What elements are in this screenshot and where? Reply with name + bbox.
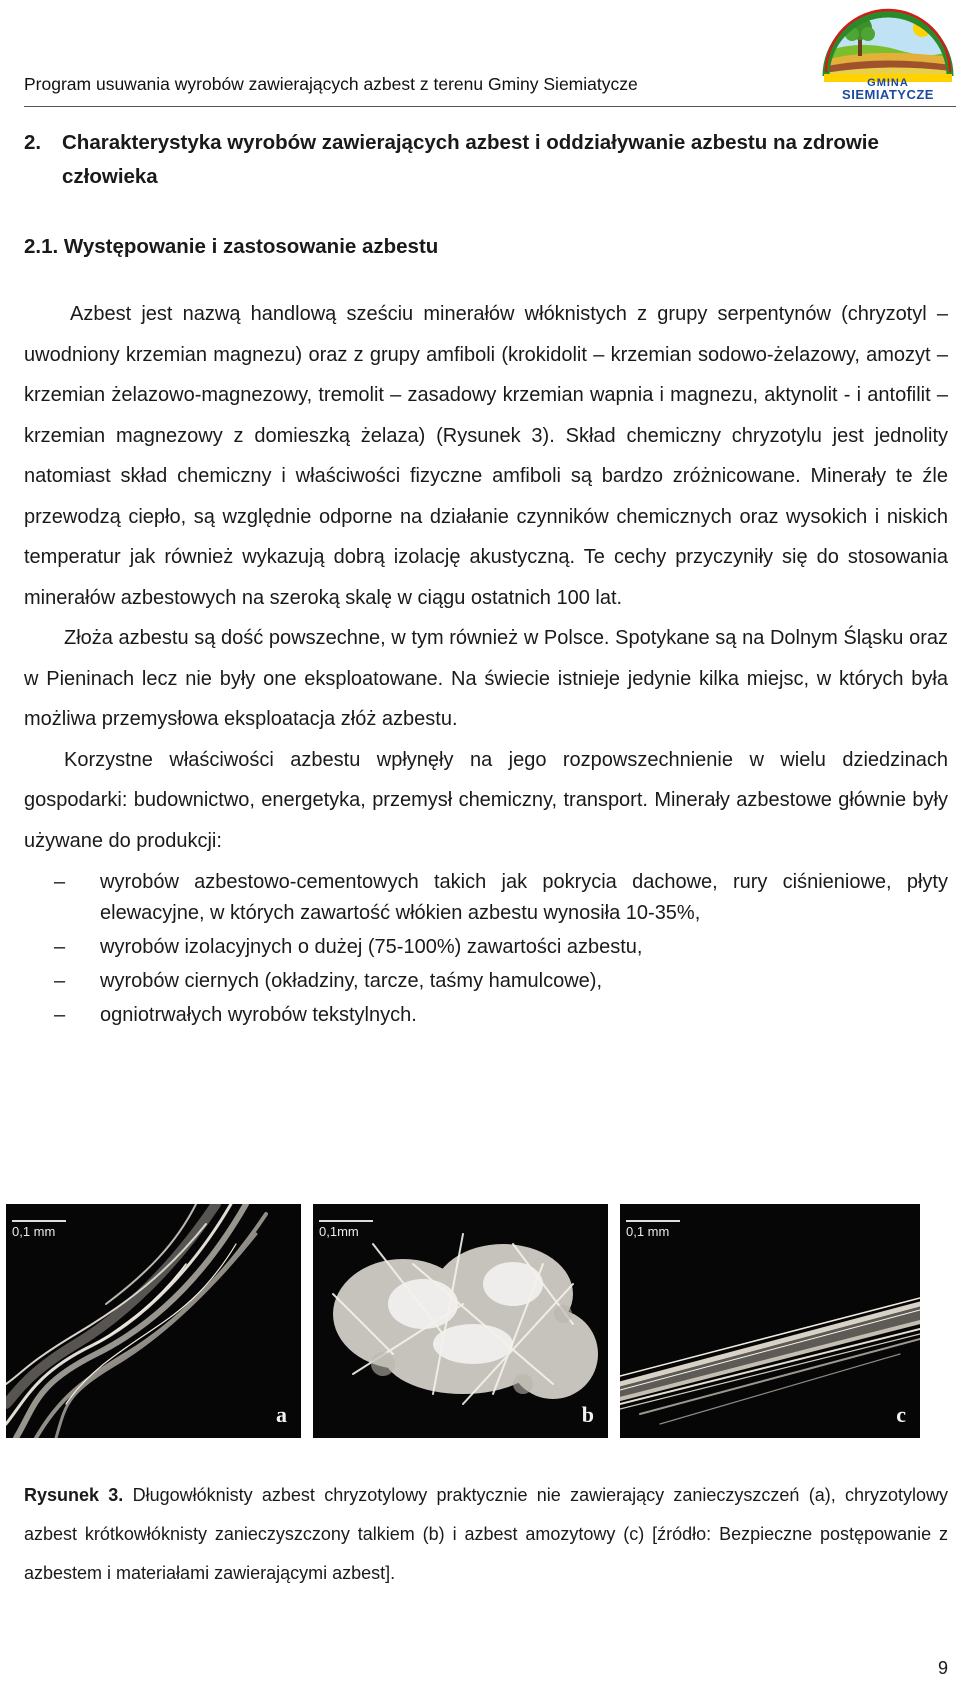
photo-amosite: [620, 1204, 920, 1438]
subsection-heading: 2.1. Występowanie i zastosowanie azbestu: [24, 235, 439, 258]
caption-text: Długowłóknisty azbest chryzotylowy praktycznie nie zawierający zanieczyszczeń (a), chryzotylowy azbest krótkowłóknisty zanieczyszczony talkiem (b) i azbest amozytowy (c) [źródło: Bezpieczne postępowanie z azbestem i materiałami zawierającymi azbest].: [24, 1485, 948, 1583]
paragraph-deposits: Złoża azbestu są dość powszechne, w tym również w Polsce. Spotykane są na Dolnym Śląsku oraz w Pieninach lecz nie były one eksploatowane. Na świecie istnieje jedynie kilka miejsc, w których była możliwa przemysłowa eksploatacja złóż azbestu.: [24, 627, 948, 730]
header-divider: [24, 106, 956, 107]
photo-letter: a: [276, 1402, 287, 1427]
list-item: – wyrobów azbestowo-cementowych takich jak pokrycia dachowe, rury ciśnieniowe, płyty elewacyjne, w których zawartość włókien azbestu wynosiła 10-35%,: [24, 867, 948, 929]
list-dash: –: [54, 936, 66, 958]
section-number: 2.: [24, 131, 42, 154]
page-header: [0, 0, 960, 110]
section-heading: [24, 126, 948, 194]
list-item: – ogniotrwałych wyrobów tekstylnych.: [24, 1000, 948, 1031]
scale-label: 0,1 mm: [12, 1224, 56, 1239]
header-title: Program usuwania wyrobów zawierających azbest z terenu Gminy Siemiatycze: [24, 74, 638, 94]
list-item: – wyrobów ciernych (okładziny, tarcze, taśmy hamulcowe),: [24, 966, 948, 997]
page-number: 9: [937, 1658, 948, 1678]
photo-chrysotile-long-fiber: [6, 1204, 301, 1438]
figure-asbestos-photos: [6, 1204, 950, 1438]
photo-letter: c: [896, 1402, 906, 1427]
list-dash: –: [54, 1004, 66, 1026]
scale-label: 0,1 mm: [626, 1224, 670, 1239]
logo-text-gmina: GMINA: [867, 77, 909, 89]
scale-bar: [626, 1220, 680, 1222]
products-list: [24, 867, 948, 1031]
logo-emblem-icon: [818, 2, 958, 82]
gmina-logo: [818, 2, 958, 102]
section-title: Charakterystyka wyrobów zawierających azbest i oddziaływanie azbestu na zdrowie człowieka: [62, 131, 879, 188]
figure-caption: [24, 1476, 948, 1593]
list-item: – wyrobów izolacyjnych o dużej (75-100%) zawartości azbestu,: [24, 932, 948, 963]
scale-label: 0,1mm: [319, 1224, 359, 1239]
photo-letter: b: [581, 1402, 594, 1427]
paragraph-applications: Korzystne właściwości azbestu wpłynęły na jego rozpowszechnienie w wielu dziedzinach gospodarki: budownictwo, energetyka, przemysł chemiczny, transport. Minerały azbestowe głównie były używane do produkcji:: [24, 748, 948, 852]
photo-chrysotile-short-fiber: [313, 1204, 608, 1438]
scale-bar: [12, 1220, 66, 1222]
list-dash: –: [54, 970, 66, 992]
caption-label: Rysunek 3.: [24, 1485, 124, 1505]
logo-text-siemiatycze: SIEMIATYCZE: [842, 87, 934, 102]
main-content: [24, 116, 948, 1031]
list-dash: –: [54, 871, 66, 893]
paragraph-asbestos-definition: Azbest jest nazwą handlową sześciu minerałów włóknistych z grupy serpentynów (chryzotyl – uwodniony krzemian magnezu) oraz z grupy amfiboli (krokidolit – krzemian sodowo-żelazowy, amozyt – krzemian żelazowo-magnezowy, tremolit – zasadowy krzemian wapnia i magnezu, aktynolit - i antofilit – krzemian magnezowy z domieszką żelaza) (Rysunek 3). Skład chemiczny chryzotylu jest jednolity natomiast skład chemiczny i właściwości fizyczne amfiboli są bardzo zróżnicowane. Minerały te źle przewodzą ciepło, są względnie odporne na działanie czynników chemicznych oraz wysokich i niskich temperatur jak również wykazują dobrą izolację akustyczną. Te cechy przyczyniły się do stosowania minerałów azbestowych na szeroką skalę w ciągu ostatnich 100 lat.: [24, 303, 948, 609]
scale-bar: [319, 1220, 373, 1222]
